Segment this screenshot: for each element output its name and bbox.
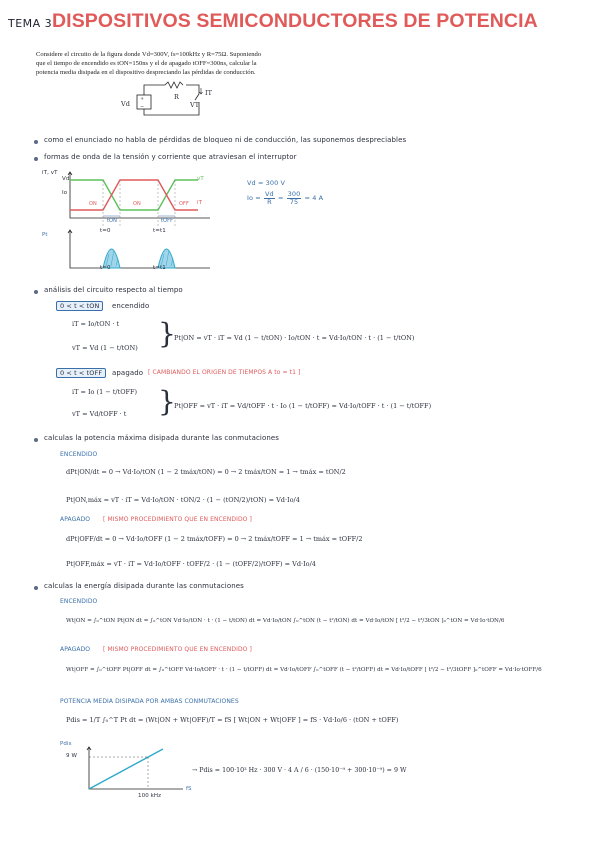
circuit-plus: + [140,96,145,102]
average-title: POTENCIA MEDIA DISIPADA POR AMBAS CONMUTACIONES [60,698,239,705]
circuit-vt-label: VT [190,101,200,109]
waveform-diagram [40,168,220,276]
it-off-eq: iT = Io (1 − t/tOFF) [72,388,138,396]
wave-t1-label: t=t1 [153,228,166,234]
it-on-eq: iT = Io/tON · t [72,320,120,328]
given-io: Io = $\frac{Vd}{R}$ = $\frac{300}{75}$ = 4 A [247,190,324,206]
average-eq: Pdis = 1/T ∫₀^T Pt dt = (Wt|ON + Wt|OFF)/T = fS [ Wt|ON + Wt|OFF ] = fS · Vd·Io/6 · (tON + tOFF) [66,716,399,724]
off-origin-note: [ CAMBIANDO EL ORIGEN DE TIEMPOS A to = t1 ] [148,369,301,376]
max-on-deriv: dPt|ON/dt = 0 → Vd·Io/tON (1 − 2 tmáx/tON) = 0 → 2 tmáx/tON = 1 → tmáx = tON/2 [66,468,346,476]
max-off-deriv: dPt|OFF/dt = 0 → Vd·Io/tOFF (1 − 2 tmáx/tOFF) = 0 → 2 tmáx/tOFF = 1 → tmáx = tOFF/2 [66,535,363,543]
pdis-result: → Pdis = 100·10³ Hz · 300 V · 4 A / 6 · (150·10⁻⁹ + 300·10⁻⁹) = 9 W [192,767,407,774]
circuit-it-label: IT [205,89,212,97]
wave-vt-label: vT [197,176,204,182]
wave-io-label: Io [62,190,68,196]
max-on-title: ENCENDIDO [60,451,98,458]
circuit-r-label: R [174,93,179,101]
off-interval-label: apagado [112,369,144,377]
note-1: como el enunciado no habla de pérdidas de bloqueo ni de conducción, las suponemos despreciables [44,136,407,144]
page-header [8,10,593,36]
problem-line-2: que el tiempo de encendido es tON=150ns y el de apagado tOFF=300ns, calcular la [36,60,257,67]
graph-x-value: 100 kHz [138,793,162,799]
p-off-eq: Pt|OFF = vT · iT = Vd/tOFF · t · Io (1 − t/tOFF) = Vd·Io/tOFF · t · (1 − t/tOFF) [174,402,432,410]
note-4: calculas la potencia máxima disipada durante las conmutaciones [44,434,280,442]
note-2: formas de onda de la tensión y corriente que atraviesan el interruptor [44,153,297,161]
graph-y-value: 9 W [66,753,77,759]
problem-statement [36,50,261,77]
off-brace: } [158,385,176,418]
power-t1-label: t=t1 [153,265,166,271]
wave-axis-label: iT, vT [42,170,58,176]
energy-off-title: APAGADO [60,646,91,653]
wave-on-label: ON [89,201,97,207]
energy-on-eq: Wt|ON = ∫₀^tON Pt|ON dt = ∫₀^tON Vd·Io/tON · t · (1 − t/tON) dt = Vd·Io/tON ∫₀^tON (t − t²/tON) dt = Vd·Io/tON [ t²/2 − t³/3tON ]₀^tON = Vd·Io·tON/6 [66,618,505,624]
wave-on-label-2: ON [133,201,141,207]
max-off-title: APAGADO [60,516,91,523]
wave-toff-label: tOFF [161,218,174,224]
tema-label: TEMA 3 [8,17,53,30]
vt-off-eq: vT = Vd/tOFF · t [72,410,127,418]
energy-off-eq: Wt|OFF = ∫₀^tOFF Pt|OFF dt = ∫₀^tOFF Vd·Io/tOFF · t · (1 − t/tOFF) dt = Vd·Io/tOFF ∫₀^tOFF (t − t²/tOFF) dt = Vd·Io/tOFF [ t²/2 − t³/3tOFF ]₀^tOFF = Vd·Io·tOFF/6 [66,667,542,673]
problem-line-1: Considere el circuito de la figura donde Vd=300V, fs=100kHz y R=75Ω. Suponiendo [36,51,262,58]
max-on-value: Pt|ON,máx = vT · iT = Vd·Io/tON · tON/2 · (1 − (tON/2)/tON) = Vd·Io/4 [66,496,300,504]
circuit-vd-label: Vd [121,100,130,108]
circuit-minus: − [140,104,145,110]
circuit-diagram [115,80,215,120]
wave-it-label: iT [197,200,203,206]
note-5: calculas la energía disipada durante las conmutaciones [44,582,244,590]
power-t0-label: t=0 [100,265,111,271]
vt-on-eq: vT = Vd (1 − t/tON) [72,344,138,352]
on-interval-box: 0 < t < tON [56,301,103,311]
wave-ton-label: tON [107,218,117,224]
page-title: DISPOSITIVOS SEMICONDUCTORES DE POTENCIA [52,10,538,32]
p-on-eq: Pt|ON = vT · iT = Vd (1 − t/tON) · Io/tON · t = Vd·Io/tON · t · (1 − t/tON) [174,334,415,342]
off-interval-box: 0 < t < tOFF [56,368,106,378]
graph-x-label: fS [186,786,192,792]
given-vd: Vd = 300 V [247,179,286,187]
note-3: análisis del circuito respecto al tiempo [44,286,183,294]
wave-off-label: OFF [179,201,189,207]
wave-p-label: Pt [42,232,48,238]
problem-line-3: potencia media disipada en el dispositivo despreciando las pérdidas de conducción. [36,69,256,76]
energy-off-note: [ MISMO PROCEDIMIENTO QUE EN ENCENDIDO ] [103,646,252,653]
wave-vd-label: Vd [62,176,70,182]
energy-on-title: ENCENDIDO [60,598,98,605]
max-off-note: [ MISMO PROCEDIMIENTO QUE EN ENCENDIDO ] [103,516,252,523]
graph-y-label: Pdis [60,741,72,747]
on-brace: } [158,317,176,350]
on-interval-label: encendido [112,302,150,310]
wave-t0-label: t=0 [100,228,111,234]
max-off-value: Pt|OFF,máx = vT · iT = Vd·Io/tOFF · tOFF/2 · (1 − (tOFF/2)/tOFF) = Vd·Io/4 [66,560,316,568]
